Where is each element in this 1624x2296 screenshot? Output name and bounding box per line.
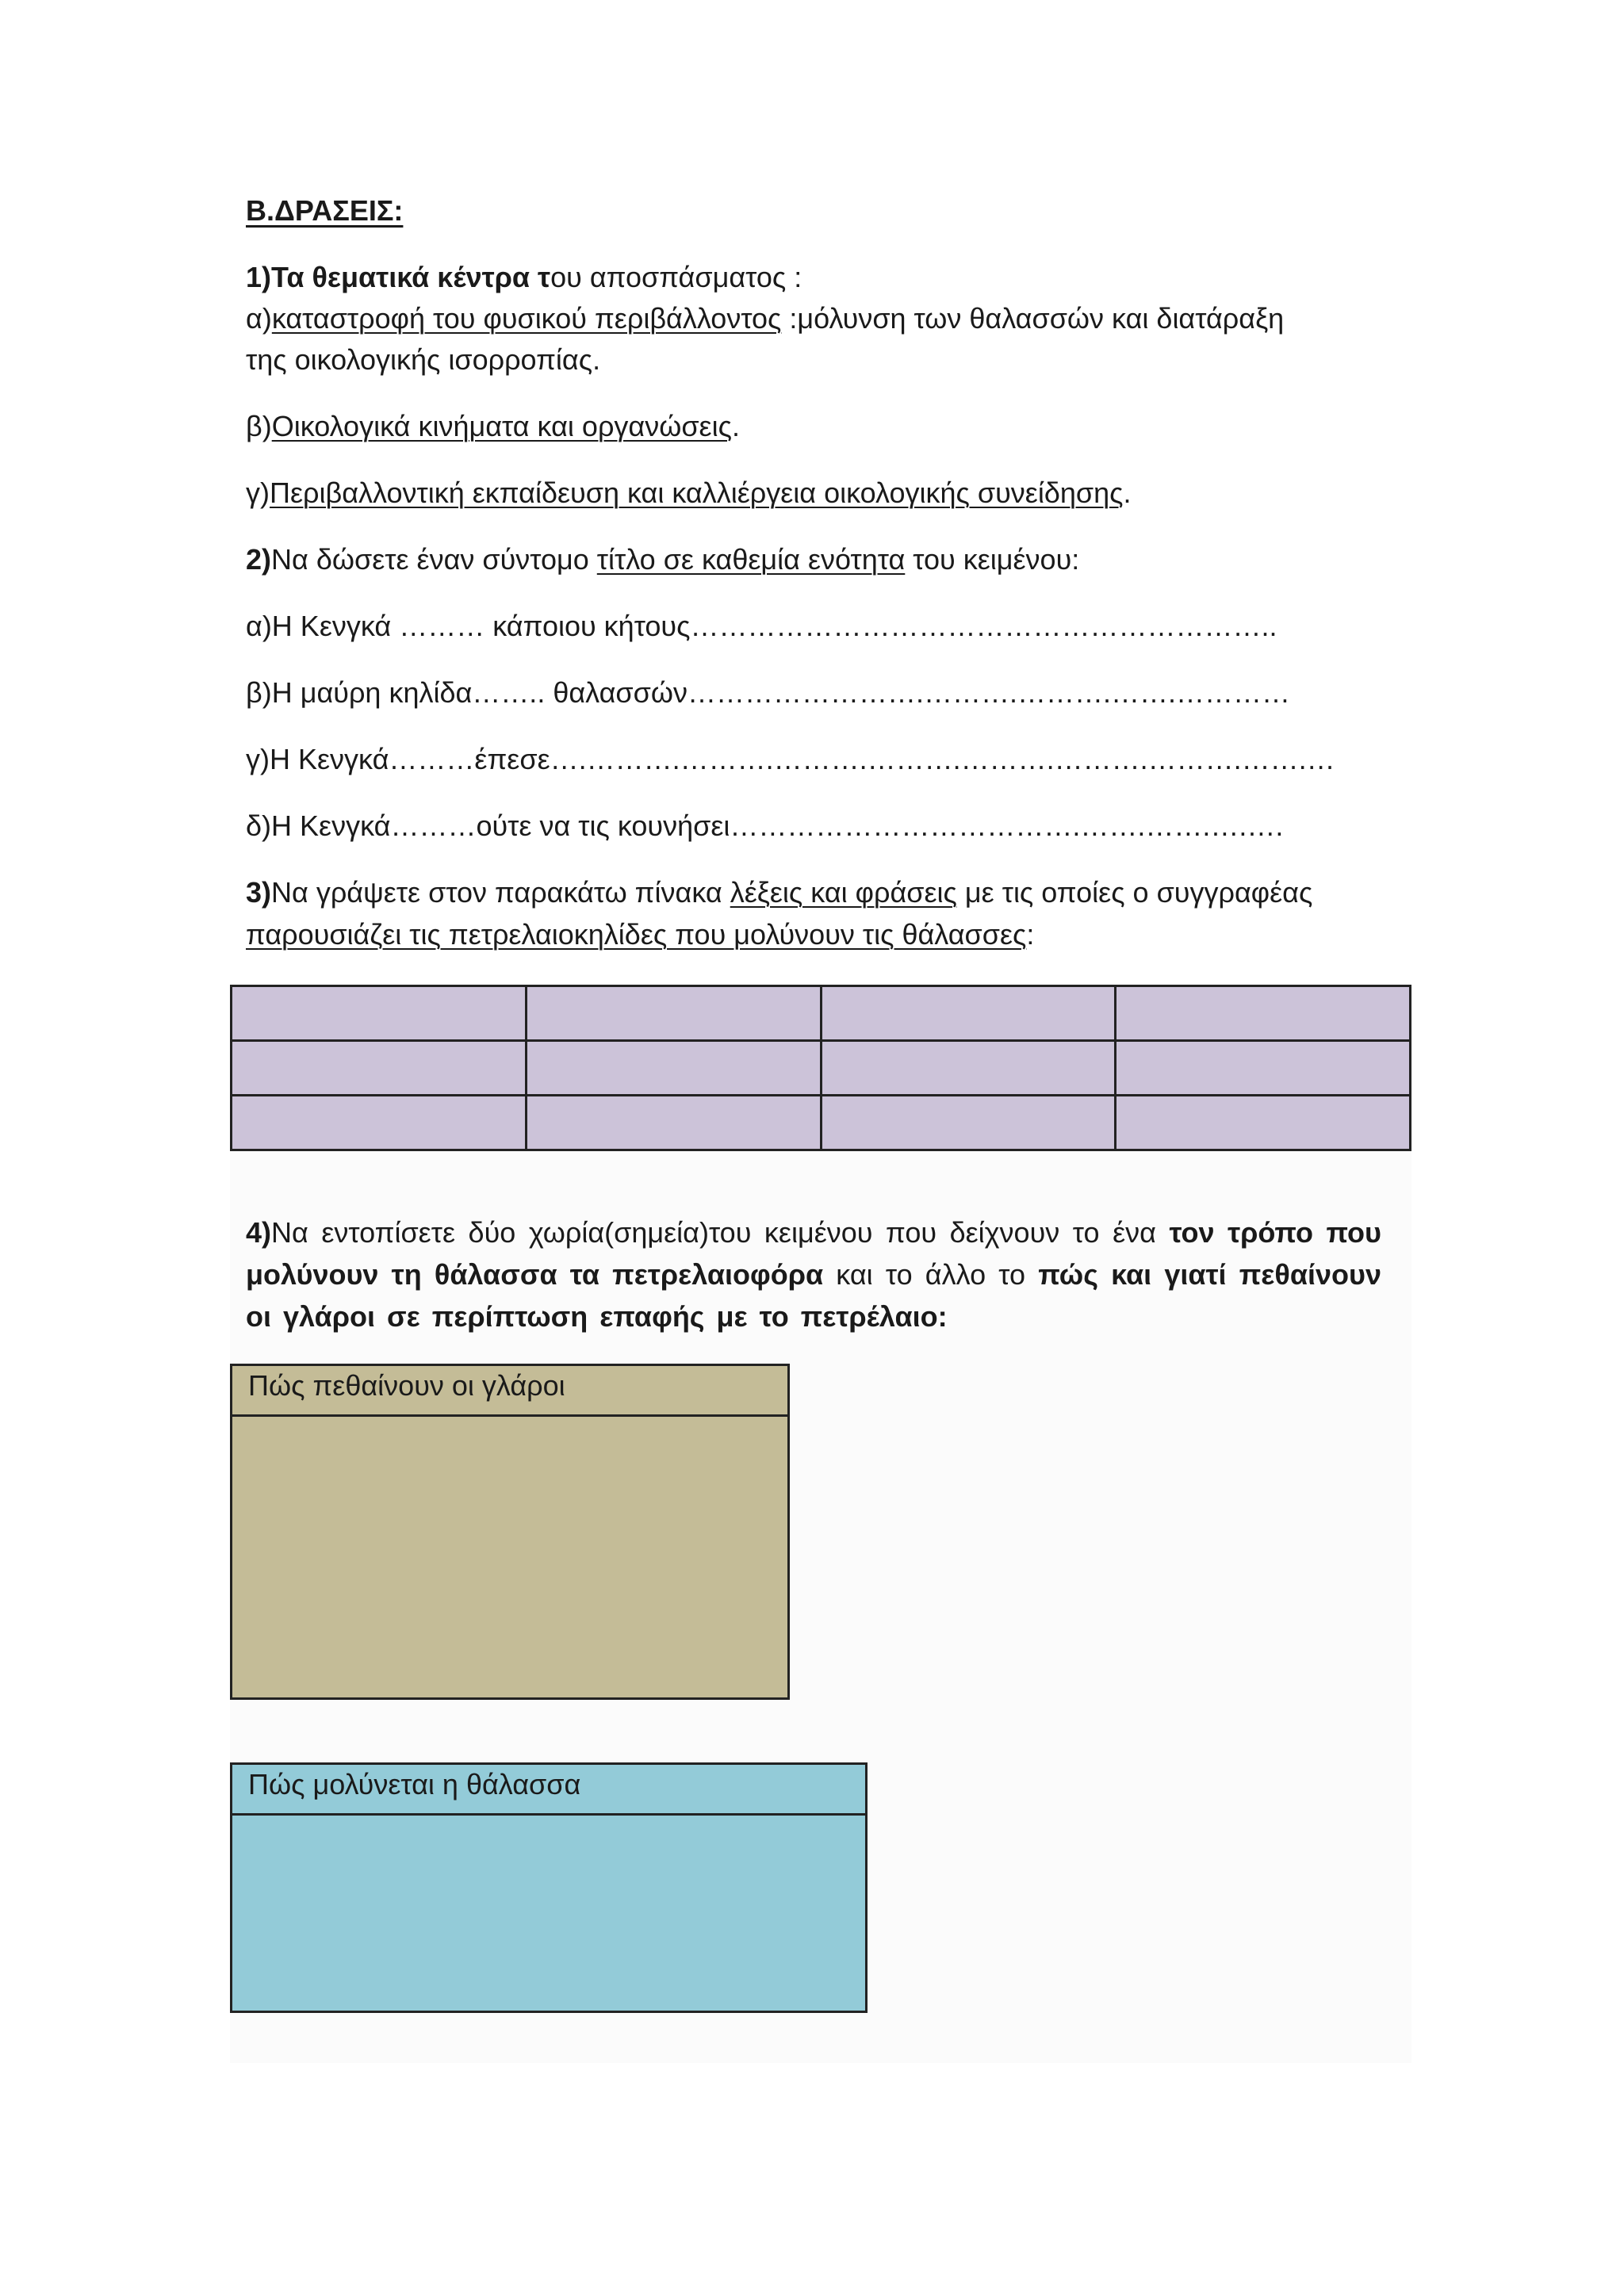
q1-b-prefix: β) (246, 410, 272, 442)
answer-table (230, 985, 1411, 1151)
q4-paragraph (246, 1211, 1381, 1337)
q3-text-after: με τις οποίες ο συγγραφέας (956, 876, 1313, 909)
q1-item-b (246, 409, 740, 444)
table-cell[interactable] (526, 1096, 821, 1150)
q4-number: 4) (246, 1216, 272, 1249)
sea-answer-box (230, 1762, 868, 2013)
q1-item-c (246, 476, 1131, 511)
q2-text-before: Να δώσετε έναν σύντομο (271, 543, 597, 576)
q2-blank-a[interactable]: α)Η Κενγκά ……… κάποιου κήτους…………………………………………………….. (246, 610, 1277, 642)
q2-blank-d[interactable]: δ)Η Κενγκά………ούτε να τις κουνήσει……………………………….…….…….….…. (246, 809, 1284, 842)
q3-underlined-2: παρουσιάζει τις πετρελαιοκηλίδες που μολύνουν τις θάλασσες (246, 918, 1027, 951)
table-cell[interactable] (1116, 986, 1411, 1041)
gulls-answer-area[interactable] (232, 1417, 787, 1697)
table-cell[interactable] (232, 1096, 527, 1150)
q4-bold-1: τον τρόπο που μολύνουν τη θάλασσα τα πετρελαιοφόρα (246, 1216, 1381, 1291)
q1-c-end: . (1123, 476, 1132, 509)
q2-text-after: του κειμένου: (905, 543, 1080, 576)
gulls-box-title: Πώς πεθαίνουν οι γλάροι (232, 1366, 787, 1417)
q2-underlined: τίτλο σε καθεμία ενότητα (596, 543, 906, 576)
q3-text-before: Να γράψετε στον παρακάτω πίνακα (271, 876, 730, 909)
table-cell[interactable] (232, 1041, 527, 1096)
table-row (232, 1096, 1411, 1150)
q1-a-underlined: καταστροφή του φυσικού περιβάλλοντος (271, 302, 782, 335)
q1-text: ου αποσπάσματος : (550, 261, 802, 293)
q4-text-1: Να εντοπίσετε δύο χωρία(σημεία)του κειμένου που δείχνουν το ένα (271, 1216, 1170, 1249)
q1-a-prefix: α) (246, 302, 272, 335)
q1-b-underlined: Οικολογικά κινήματα και οργανώσεις (271, 410, 732, 442)
q3-heading (246, 875, 1312, 910)
table-cell[interactable] (1116, 1041, 1411, 1096)
q1-heading (246, 260, 802, 295)
q1-a-text: :μόλυνση των θαλασσών και διατάραξη (781, 302, 1285, 335)
gulls-answer-box (230, 1364, 790, 1700)
sea-answer-area[interactable] (232, 1816, 865, 2011)
q2-blank-c[interactable]: γ)Η Κενγκά………έπεσε….……….……….……….……….……….……….……….…….… (246, 743, 1335, 775)
q1-item-a-continued: της οικολογικής ισορροπίας. (246, 343, 601, 376)
table-row (232, 1041, 1411, 1096)
table-cell[interactable] (1116, 1096, 1411, 1150)
q4-bold-2: πώς και γιατί πεθαίνουν οι γλάροι σε περίπτωση επαφής με το πετρέλαιο: (246, 1258, 1381, 1333)
q1-item-a (246, 301, 1284, 336)
q1-c-underlined: Περιβαλλοντική εκπαίδευση και καλλιέργεια οικολογικής συνείδησης (270, 476, 1124, 509)
sea-box-title: Πώς μολύνεται η θάλασσα (232, 1765, 865, 1816)
q1-c-prefix: γ) (246, 476, 270, 509)
q1-bold-text: Τα θεματικά κέντρα τ (271, 261, 551, 293)
q4-text-2: και το άλλο το (823, 1258, 1039, 1291)
q2-heading (246, 542, 1079, 577)
q3-end: : (1026, 918, 1035, 951)
q2-number: 2) (246, 543, 272, 576)
section-title: Β.ΔΡΑΣΕΙΣ: (246, 194, 404, 227)
table-cell[interactable] (526, 1041, 821, 1096)
table-cell[interactable] (821, 1096, 1116, 1150)
table-cell[interactable] (821, 1041, 1116, 1096)
q3-number: 3) (246, 876, 272, 909)
q1-b-end: . (731, 410, 740, 442)
table-cell[interactable] (526, 986, 821, 1041)
q2-blank-b[interactable]: β)Η μαύρη κηλίδα…….. θαλασσών…………………….……….……….…….………… (246, 676, 1290, 709)
table-cell[interactable] (821, 986, 1116, 1041)
q1-number: 1) (246, 261, 272, 293)
table-row (232, 986, 1411, 1041)
q3-underlined-1: λέξεις και φράσεις (730, 876, 957, 909)
table-cell[interactable] (232, 986, 527, 1041)
q3-heading-continued (246, 917, 1034, 952)
